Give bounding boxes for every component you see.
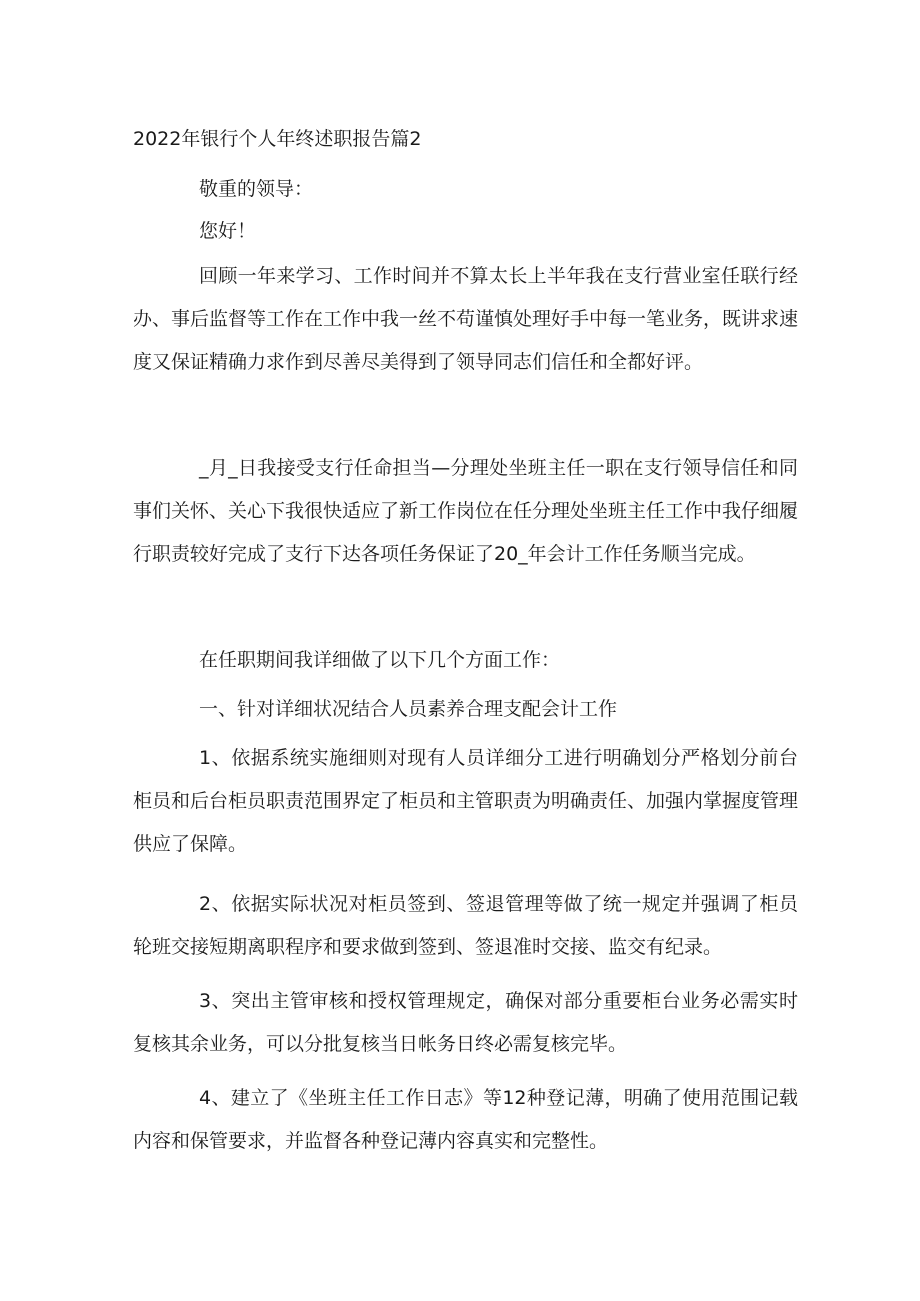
paragraph-greeting: 您好！ xyxy=(199,220,257,242)
paragraph-item-1: 1、依据系统实施细则对现有人员详细分工进行明确划分严格划分前台柜员和后台柜员职责范围界定了柜员和主管职责为明确责任、加强内掌握度管理供应了保障。 xyxy=(133,747,799,855)
paragraph-review: 回顾一年来学习、工作时间并不算太长上半年我在支行营业室任联行经办、事后监督等工作在工作中我一丝不苟谨慎处理好手中每一笔业务，既讲求速度又保证精确力求作到尽善尽美得到了领导同志们信任和全都好评。 xyxy=(133,265,799,373)
paragraph-section-heading: 一、针对详细状况结合人员素养合理支配会计工作 xyxy=(199,698,618,720)
paragraph-item-3: 3、突出主管审核和授权管理规定，确保对部分重要柜台业务必需实时复核其余业务，可以分批复核当日帐务日终必需复核完毕。 xyxy=(133,990,798,1055)
paragraph-salutation: 敬重的领导： xyxy=(199,178,314,200)
paragraph-item-4: 4、建立了《坐班主任工作日志》等12种登记薄，明确了使用范围记载内容和保管要求，并监督各种登记薄内容真实和完整性。 xyxy=(133,1087,798,1152)
paragraph-intro-list: 在任职期间我详细做了以下几个方面工作： xyxy=(199,649,561,671)
paragraph-appointment: _月_日我接受支行任命担当—分理处坐班主任一职在支行领导信任和同事们关怀、关心下我很快适应了新工作岗位在任分理处坐班主任工作中我仔细履行职责较好完成了支行下达各项任务保证了20_年会计工作任务顺当完成。 xyxy=(133,457,799,565)
paragraph-item-2: 2、依据实际状况对柜员签到、签退管理等做了统一规定并强调了柜员轮班交接短期离职程序和要求做到签到、签退准时交接、监交有纪录。 xyxy=(133,893,798,958)
document-title: 2022年银行个人年终述职报告篇2 xyxy=(133,128,422,150)
